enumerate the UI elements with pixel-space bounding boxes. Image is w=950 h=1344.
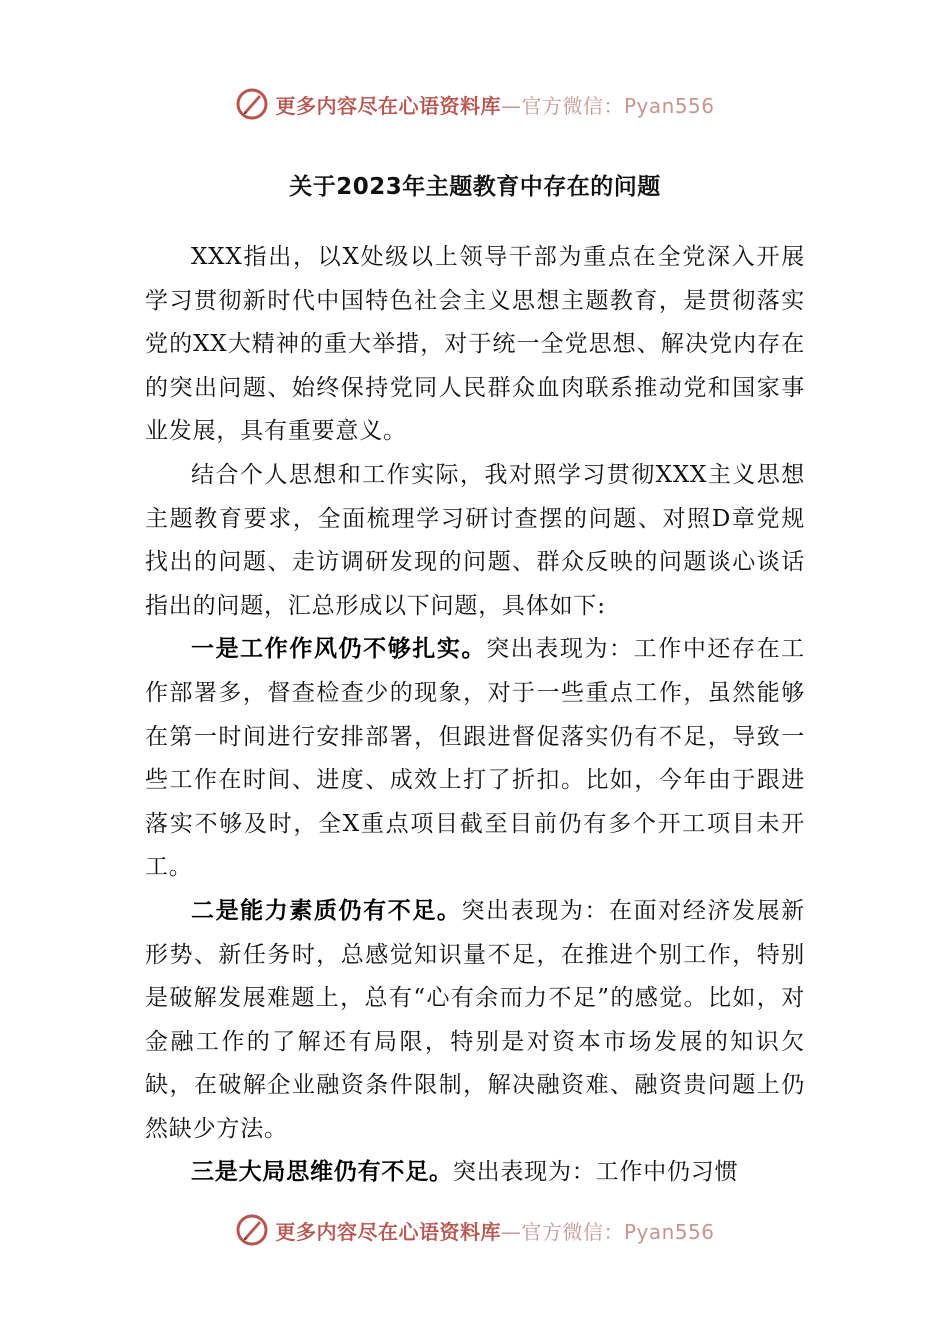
paragraph-5 bbox=[145, 1151, 805, 1195]
paragraph-text: XXX指出，以X处级以上领导干部为重点在全党深入开展学习贯彻新时代中国特色社会主义思想主题教育，是贯彻落实党的XX大精神的重大举措，对于统一全党思想、解决党内存在的突出问题、始终保持党同人民群众血肉联系推动党和国家事业发展，具有重要意义。 bbox=[145, 244, 805, 445]
paragraph-text: 突出表现为：工作中还存在工作部署多，督查检查少的现象，对于一些重点工作，虽然能够在第一时间进行安排部署，但跟进督促落实仍有不足，导致一些工作在时间、进度、成效上打了折扣。比如，今年由于跟进落实不够及时，全X重点项目截至目前仍有多个开工项目未开工。 bbox=[145, 636, 805, 881]
banner-brand: 更多内容尽在心语资料库 bbox=[275, 93, 501, 118]
quill-pen-logo-icon bbox=[235, 87, 269, 121]
paragraph-text: 突出表现为：工作中仍习惯 bbox=[452, 1159, 739, 1186]
paragraph-3 bbox=[145, 628, 805, 890]
paragraph-lead: 一是工作作风仍不够扎实。 bbox=[191, 636, 487, 663]
banner-contact-value: Pyan556 bbox=[623, 1219, 715, 1244]
banner-contact-label: 官方微信： bbox=[521, 93, 624, 118]
header-watermark-banner bbox=[0, 84, 950, 124]
paragraph-text: 突出表现为：在面对经济发展新形势、新任务时，总感觉知识量不足，在推进个别工作，特别是破解发展难题上，总有“心有余而力不足”的感觉。比如，对金融工作的了解还有局限，特别是对资本市场发展的知识欠缺，在破解企业融资条件限制，解决融资难、融资贵问题上仍然缺少方法。 bbox=[145, 897, 805, 1142]
document-body bbox=[145, 236, 805, 1195]
paragraph-4 bbox=[145, 890, 805, 1152]
quill-pen-logo-icon bbox=[235, 1213, 269, 1247]
banner-dash: — bbox=[500, 93, 522, 118]
banner-text bbox=[275, 1216, 714, 1245]
paragraph-1 bbox=[145, 236, 805, 454]
banner-contact-label: 官方微信： bbox=[521, 1219, 624, 1244]
paragraph-2 bbox=[145, 454, 805, 628]
paragraph-lead: 二是能力素质仍有不足。 bbox=[191, 897, 462, 924]
paragraph-lead: 三是大局思维仍有不足。 bbox=[191, 1159, 453, 1186]
banner-dash: — bbox=[500, 1219, 522, 1244]
paragraph-text: 结合个人思想和工作实际，我对照学习贯彻XXX主义思想主题教育要求，全面梳理学习研讨查摆的问题、对照D章党规找出的问题、走访调研发现的问题、群众反映的问题谈心谈话指出的问题，汇总形成以下问题，具体如下: bbox=[145, 461, 805, 619]
document-title: 关于2023年主题教育中存在的问题 bbox=[289, 174, 661, 200]
banner-brand: 更多内容尽在心语资料库 bbox=[275, 1219, 501, 1244]
footer-watermark-banner bbox=[0, 1210, 950, 1250]
banner-text bbox=[275, 90, 714, 119]
banner-contact-value: Pyan556 bbox=[623, 93, 715, 118]
